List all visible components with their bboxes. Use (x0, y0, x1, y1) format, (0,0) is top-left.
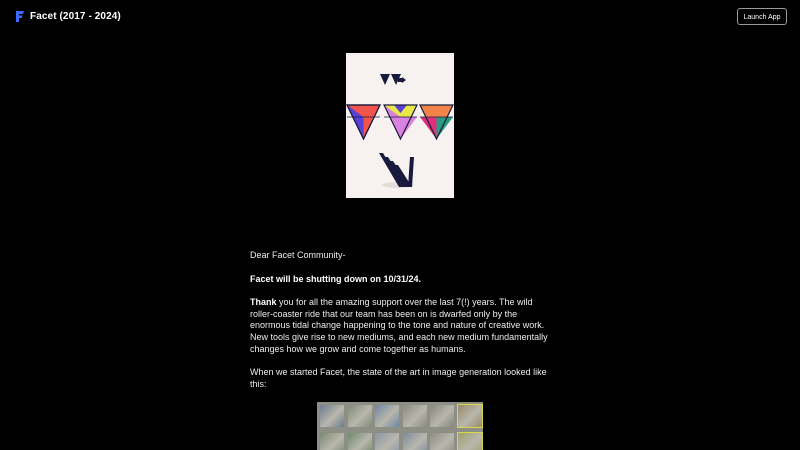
generated-sample-tile (458, 405, 482, 427)
generated-sample-tile (320, 433, 344, 450)
early-image-generation-samples (317, 402, 483, 450)
generated-sample-tile (403, 405, 427, 427)
triangle-logo-orange-magenta-icon (420, 105, 453, 139)
generated-sample-tile (320, 405, 344, 427)
thanks-body: you for all the amazing support over the last 7(!) years. The wild roller-coaster ride that our team has been on is dwarfed only by the enormous tidal change happening to the tone and nature of creative work. New tools give rise to new mediums, and each new medium fundamentally changes how we grow and come together as humans. (250, 297, 548, 354)
logo-evolution-graphic (346, 53, 454, 198)
letter-shutdown-notice (250, 274, 550, 286)
facet-logo-icon[interactable] (15, 11, 25, 22)
generated-sample-tile (348, 405, 372, 427)
app-title[interactable]: Facet (2017 - 2024) (30, 11, 121, 22)
generated-sample-tile (430, 433, 454, 450)
shutdown-letter (250, 250, 550, 402)
triangle-logo-yellow-pink-icon (384, 105, 417, 139)
letter-greeting: Dear Facet Community- (250, 250, 346, 260)
triangle-logo-red-blue-icon (347, 105, 380, 139)
launch-app-button[interactable]: Launch App (737, 8, 787, 25)
early-wordmark-icon (380, 74, 406, 85)
generated-sample-tile (403, 433, 427, 450)
striped-logo-mark-icon (379, 153, 414, 188)
generated-sample-tile (375, 405, 399, 427)
facet-logo-evolution-image (346, 53, 454, 198)
thanks-lead: Thank (250, 297, 277, 308)
shutdown-notice-text: Facet will be shutting down on 10/31/24. (250, 273, 422, 284)
generated-sample-tile (458, 433, 482, 450)
generated-sample-tile (375, 433, 399, 450)
letter-thanks-paragraph (250, 297, 550, 355)
generated-sample-tile (430, 405, 454, 427)
generated-sample-tile (348, 433, 372, 450)
header-bar (0, 0, 800, 34)
letter-history-intro: When we started Facet, the state of the art in image generation looked like this: (250, 367, 547, 389)
